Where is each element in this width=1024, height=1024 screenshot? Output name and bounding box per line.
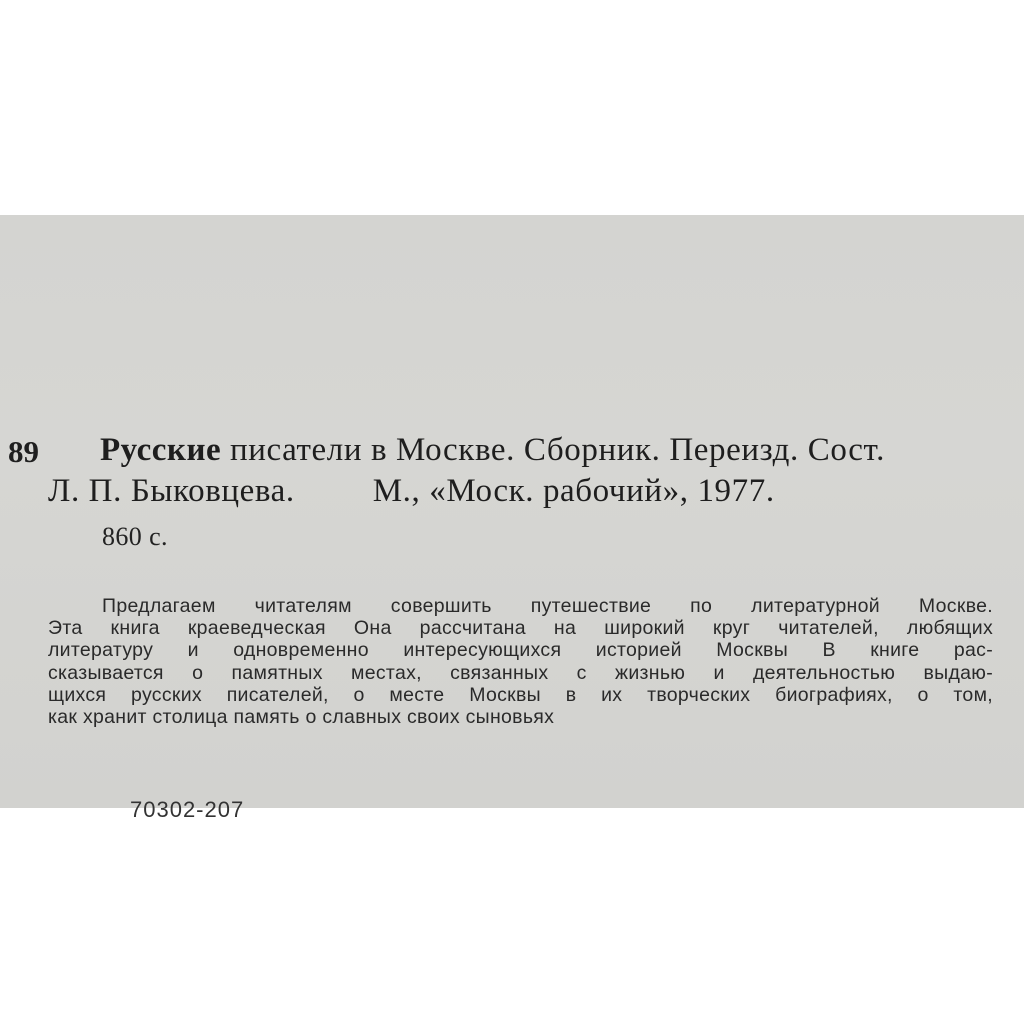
annotation-line: как хранит столица память о славных своих сыновьях [48,706,555,729]
annotation-line: Предлагаем читателям совершить путешествие по литературной Москве. [102,595,993,617]
entry-title-rest: писатели в Москве. Сборник. Переизд. Сост. [221,432,885,468]
annotation-line: литературу и одновременно интересующихся историей Москвы В книге рас- [48,639,993,662]
entry-title [100,432,1000,469]
entry-title-bold: Русские [100,432,222,468]
entry-imprint [48,473,928,510]
entry-publisher: М., «Моск. рабочий», 1977. [372,473,775,509]
annotation-line: сказывается о памятных местах, связанных с жизнью и деятельностью выдаю- [48,661,993,684]
annotation-line: щихся русских писателей, о месте Москвы в их творческих биографиях, о том, [48,683,993,706]
annotation-line: Эта книга краеведческая Она рассчитана на широкий круг читателей, любящих [48,617,993,640]
book-page-photo [0,215,1024,822]
entry-compiler: Л. П. Быковцева. [48,473,295,509]
entry-pages: 860 с. [102,522,168,551]
annotation-paragraph [48,595,993,728]
entry-number: 89 [8,434,39,469]
catalog-code-fragment: 70302-207 [130,797,245,822]
